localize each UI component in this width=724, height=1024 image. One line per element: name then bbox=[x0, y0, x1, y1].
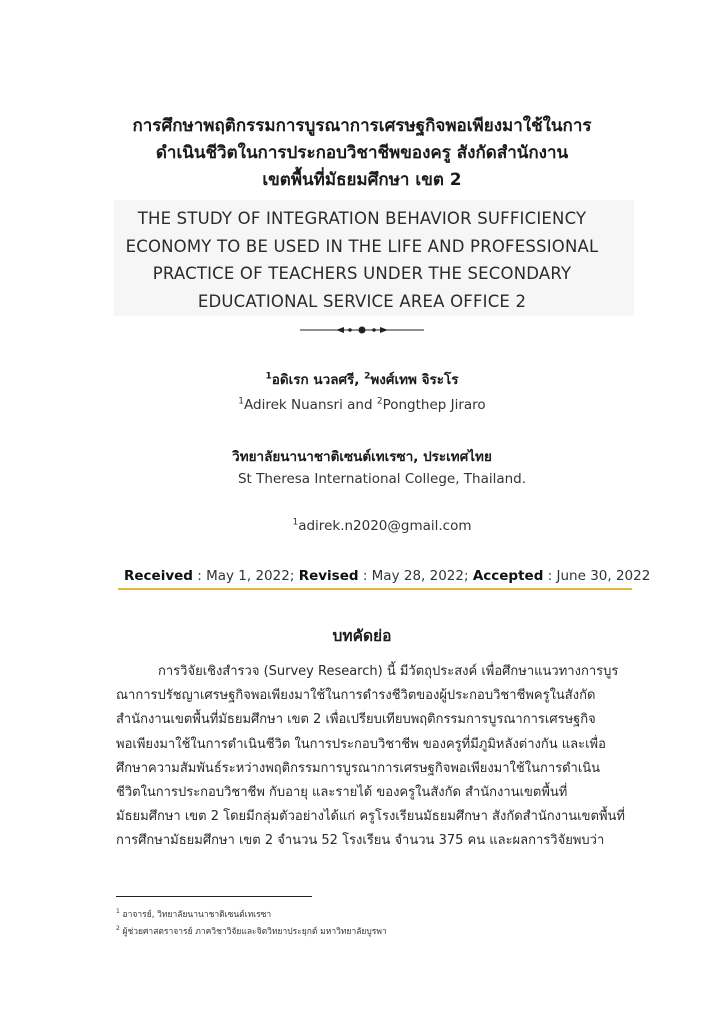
article-dates bbox=[124, 568, 650, 584]
title-english-line: EDUCATIONAL SERVICE AREA OFFICE 2 bbox=[197, 291, 527, 311]
title-thai-line: การศึกษาพฤติกรรมการบูรณาการเศรษฐกิจพอเพียงมาใช้ในการ bbox=[132, 116, 592, 136]
title-english-line: PRACTICE OF TEACHERS UNDER THE SECONDARY bbox=[152, 264, 572, 283]
accepted-label: Accepted bbox=[472, 568, 544, 584]
dates-underline bbox=[118, 588, 632, 590]
title-thai bbox=[100, 113, 624, 194]
abstract-line: การศึกษามัธยมศึกษา เขต 2 จำนวน 52 โรงเรียน จำนวน 375 คน และผลการวิจัยพบว่า bbox=[116, 833, 605, 849]
abstract-line: ณาการปรัชญาเศรษฐกิจพอเพียงมาใช้ในการดำรงชีวิตของผู้ประกอบวิชาชีพครูในสังกัด bbox=[116, 688, 596, 704]
revised-date: : May 28, 2022; bbox=[358, 568, 469, 584]
author-email bbox=[0, 518, 724, 534]
title-english-line: THE STUDY OF INTEGRATION BEHAVIOR SUFFICIENCY bbox=[137, 209, 587, 228]
abstract-line: การวิจัยเชิงสำรวจ (Survey Research) นี้ มีวัตถุประสงค์ เพื่อศึกษาแนวทางการบูร bbox=[158, 664, 619, 679]
affiliation-thai: วิทยาลัยนานาชาติเซนต์เทเรซา, ประเทศไทย bbox=[232, 449, 492, 465]
footnotes bbox=[116, 907, 387, 941]
author-2-thai: พงศ์เทพ จิระโร bbox=[370, 372, 459, 388]
abstract-line: ชีวิตในการประกอบวิชาชีพ กับอายุ และรายได้ ของครูในสังกัด สำนักงานเขตพื้นที่ bbox=[116, 785, 568, 801]
footnote-sup: 2 bbox=[116, 925, 120, 933]
authors-thai bbox=[0, 368, 724, 390]
footnote-rule bbox=[116, 896, 312, 897]
abstract-heading: บทคัดย่อ bbox=[332, 627, 392, 645]
abstract-body bbox=[116, 660, 638, 854]
accepted-date: : June 30, 2022 bbox=[543, 568, 651, 584]
email-address: adirek.n2020@gmail.com bbox=[298, 518, 472, 534]
footnote bbox=[116, 924, 387, 941]
title-english bbox=[100, 205, 624, 315]
email-sup: 1 bbox=[292, 517, 299, 528]
title-english-line: ECONOMY TO BE USED IN THE LIFE AND PROFESSIONAL bbox=[125, 236, 599, 256]
footnote-text: อาจารย์, วิทยาลัยนานาชาติเซนต์เทเรซา bbox=[122, 910, 272, 920]
abstract-line: พอเพียงมาใช้ในการดำเนินชีวิต ในการประกอบวิชาชีพ ของครูที่มีภูมิหลังต่างกัน และเพื่อ bbox=[116, 736, 606, 752]
received-date: : May 1, 2022; bbox=[192, 568, 295, 584]
footnote bbox=[116, 907, 387, 924]
footnote-text: ผู้ช่วยศาสตราจารย์ ภาควิชาวิจัยและจิตวิทยาประยุกต์ มหาวิทยาลัยบูรพา bbox=[122, 927, 387, 937]
title-thai-line: ดำเนินชีวิตในการประกอบวิชาชีพของครู สังกัดสำนักงาน bbox=[155, 143, 569, 163]
ornament-divider-icon bbox=[300, 322, 424, 338]
received-label: Received bbox=[124, 568, 193, 584]
author-1-english: Adirek Nuansri and bbox=[244, 397, 373, 413]
revised-label: Revised bbox=[298, 568, 359, 584]
title-thai-line: เขตพื้นที่มัธยมศึกษา เขต 2 bbox=[262, 170, 462, 190]
abstract-line: สำนักงานเขตพื้นที่มัธยมศึกษา เขต 2 เพื่อเปรียบเทียบพฤติกรรมการบูรณาการเศรษฐกิจ bbox=[116, 712, 596, 728]
author-1-thai: อดิเรก นวลศรี, bbox=[271, 372, 360, 388]
footnote-sup: 1 bbox=[116, 908, 120, 916]
authors-english bbox=[0, 397, 724, 413]
abstract-line: มัธยมศึกษา เขต 2 โดยมีกลุ่มตัวอย่างได้แก่ ครูโรงเรียนมัธยมศึกษา สังกัดสำนักงานเขตพื้นที่ bbox=[116, 809, 625, 825]
affiliation-english: St Theresa International College, Thailand. bbox=[237, 471, 527, 487]
author-sup: 1 bbox=[265, 371, 272, 382]
abstract-line: ศึกษาความสัมพันธ์ระหว่างพฤติกรรมการบูรณาการเศรษฐกิจพอเพียงมาใช้ในการดำเนิน bbox=[116, 760, 601, 776]
author-sup: 2 bbox=[364, 371, 371, 382]
author-sup: 1 bbox=[238, 396, 245, 407]
author-sup: 2 bbox=[376, 396, 383, 407]
author-2-english: Pongthep Jiraro bbox=[382, 397, 486, 413]
